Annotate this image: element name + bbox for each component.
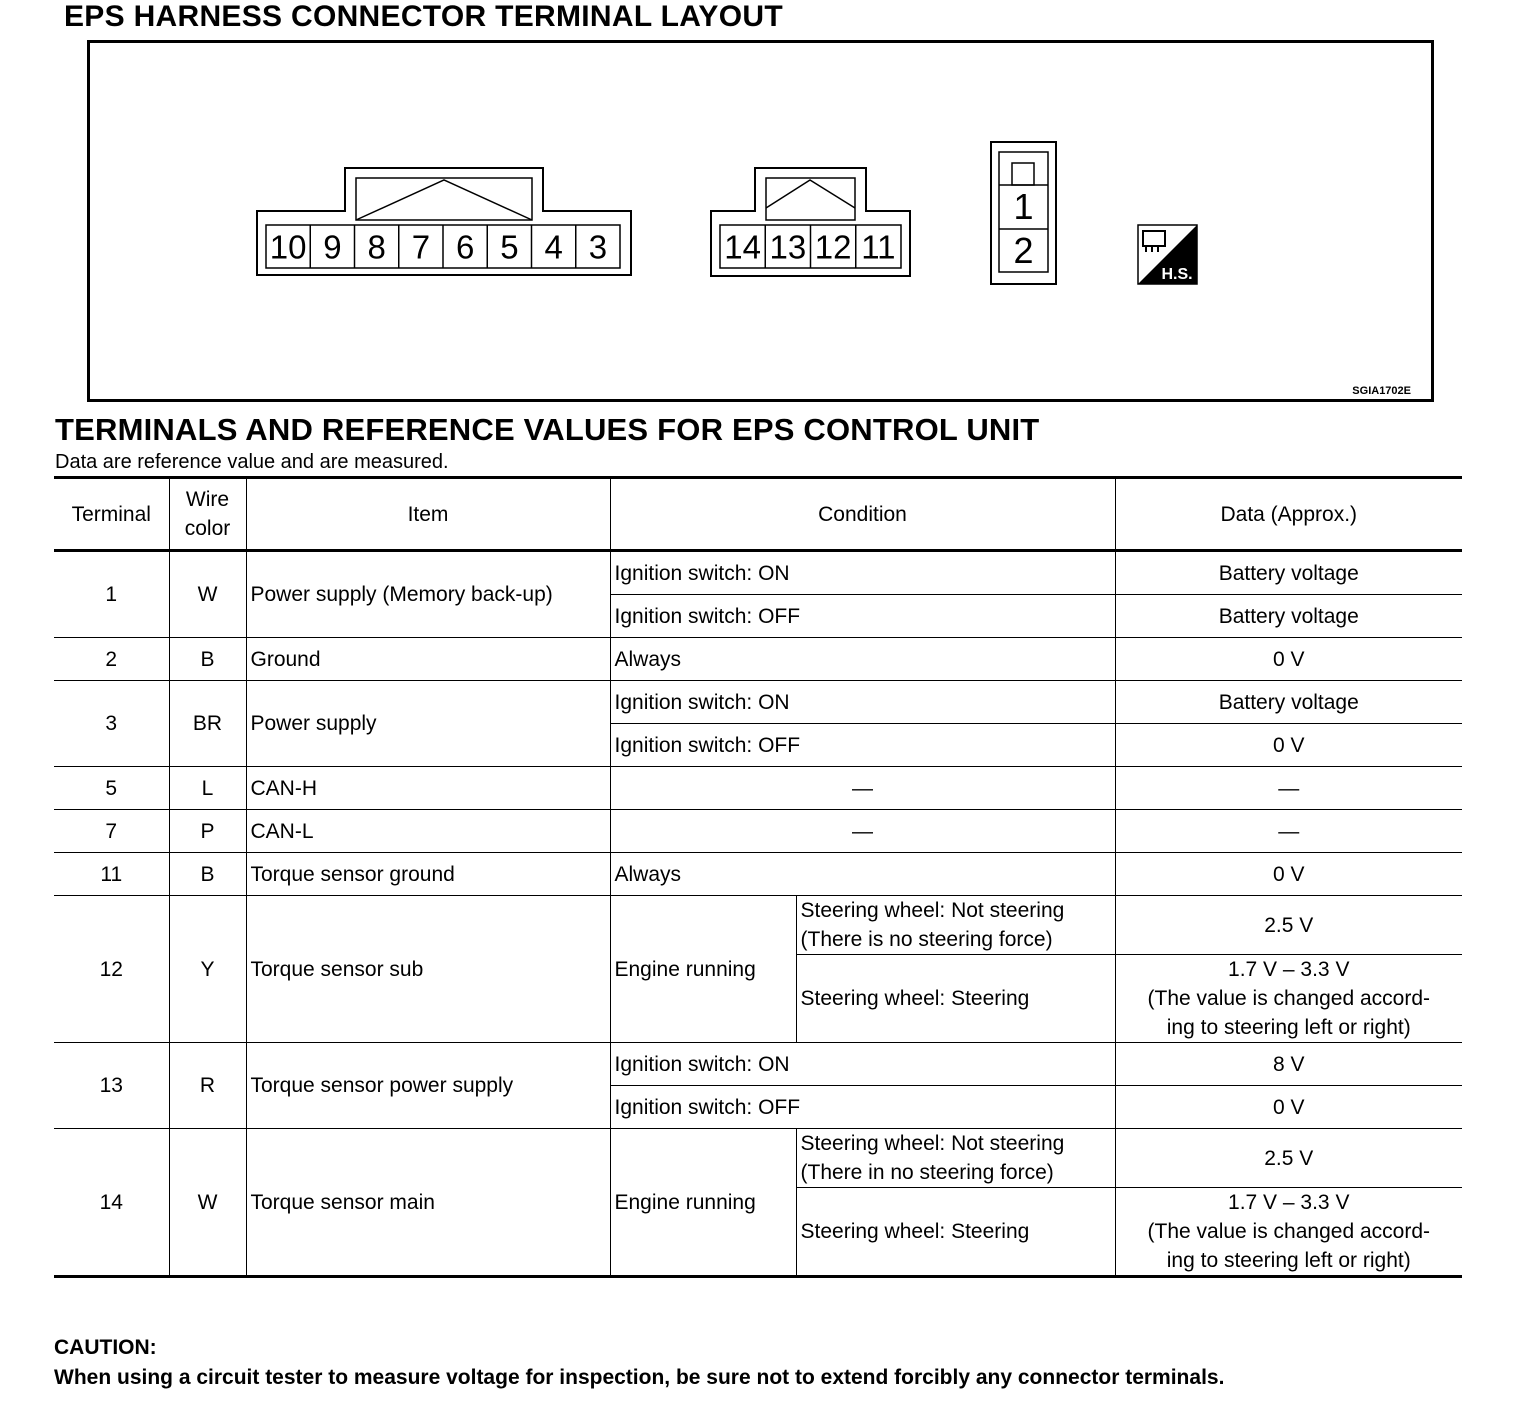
- data-cell: 0 V: [1115, 853, 1462, 896]
- header-data: Data (Approx.): [1115, 478, 1462, 551]
- table-header-row: [54, 478, 1462, 551]
- pin-label: 4: [544, 228, 563, 266]
- pin-label: 1: [1013, 186, 1034, 227]
- caution-text: When using a circuit tester to measure voltage for inspection, be sure not to extend forcibly any connector terminals.: [54, 1366, 1225, 1389]
- diagram-code: SGIA1702E: [1352, 385, 1411, 397]
- table-row: [54, 767, 1462, 810]
- condition-cell: Always: [610, 638, 1115, 681]
- condition-cell: Engine running: [610, 896, 796, 1043]
- wire-color-cell: B: [169, 638, 246, 681]
- pin-label: 8: [367, 228, 386, 266]
- terminal-cell: 1: [54, 551, 169, 638]
- pin-label: 11: [861, 228, 896, 266]
- item-cell: Torque sensor sub: [246, 896, 610, 1043]
- data-cell: 0 V: [1115, 638, 1462, 681]
- item-cell: CAN-H: [246, 767, 610, 810]
- pin-label: 10: [269, 228, 307, 266]
- pin-label: 3: [588, 228, 608, 266]
- condition-cell: Ignition switch: ON: [610, 1043, 1115, 1086]
- data-cell: 8 V: [1115, 1043, 1462, 1086]
- condition-cell: Ignition switch: OFF: [610, 724, 1115, 767]
- table-row: [54, 1043, 1462, 1086]
- header-wire-color: Wire color: [169, 478, 246, 551]
- connector-a-housing: [257, 168, 631, 275]
- condition-cell: Ignition switch: OFF: [610, 1086, 1115, 1129]
- condition-cell: —: [610, 810, 1115, 853]
- condition-cell: —: [610, 767, 1115, 810]
- caution-block: [54, 1333, 1224, 1393]
- table-row: [54, 853, 1462, 896]
- header-terminal: Terminal: [54, 478, 169, 551]
- pin-label: 5: [500, 228, 519, 266]
- terminal-cell: 5: [54, 767, 169, 810]
- data-cell: Battery voltage: [1115, 681, 1462, 724]
- connector-a-lock: [356, 178, 532, 220]
- connector-drawings: [90, 43, 1431, 399]
- condition-cell: Ignition switch: ON: [610, 681, 1115, 724]
- item-cell: Torque sensor ground: [246, 853, 610, 896]
- connector-c-lock: [1012, 163, 1034, 185]
- data-cell: —: [1115, 767, 1462, 810]
- table-row: [54, 810, 1462, 853]
- item-cell: Torque sensor main: [246, 1129, 610, 1277]
- caution-title: CAUTION:: [54, 1336, 157, 1359]
- data-cell: Battery voltage: [1115, 595, 1462, 638]
- sub-condition-cell: Steering wheel: Not steering (There is no steering force): [796, 896, 1115, 955]
- wire-color-cell: BR: [169, 681, 246, 767]
- wire-color-cell: L: [169, 767, 246, 810]
- table-note: Data are reference value and are measured.: [55, 451, 449, 473]
- pin-label: 13: [769, 228, 807, 266]
- data-cell: 2.5 V: [1115, 1129, 1462, 1188]
- pin-label: 6: [455, 228, 475, 266]
- connector-diagram: [87, 40, 1434, 402]
- wire-color-cell: W: [169, 1129, 246, 1277]
- item-cell: Power supply: [246, 681, 610, 767]
- sub-condition-cell: Steering wheel: Not steering (There in no steering force): [796, 1129, 1115, 1188]
- terminal-cell: 11: [54, 853, 169, 896]
- table-row: [54, 681, 1462, 724]
- condition-cell: Engine running: [610, 1129, 796, 1277]
- item-cell: Ground: [246, 638, 610, 681]
- wire-color-cell: W: [169, 551, 246, 638]
- condition-cell: Ignition switch: ON: [610, 551, 1115, 595]
- table-row: [54, 896, 1462, 955]
- pin-label: 2: [1013, 230, 1034, 271]
- data-cell: Battery voltage: [1115, 551, 1462, 595]
- terminal-cell: 2: [54, 638, 169, 681]
- data-cell: 1.7 V – 3.3 V (The value is changed accord- ing to steering left or right): [1115, 955, 1462, 1043]
- wire-color-cell: B: [169, 853, 246, 896]
- layout-title: EPS HARNESS CONNECTOR TERMINAL LAYOUT: [64, 0, 783, 33]
- data-cell: 2.5 V: [1115, 896, 1462, 955]
- wire-color-cell: Y: [169, 896, 246, 1043]
- condition-cell: Ignition switch: OFF: [610, 595, 1115, 638]
- sub-condition-cell: Steering wheel: Steering: [796, 955, 1115, 1043]
- table-row: [54, 551, 1462, 595]
- data-cell: 0 V: [1115, 1086, 1462, 1129]
- hs-badge-icon: [1138, 225, 1197, 284]
- condition-cell: Always: [610, 853, 1115, 896]
- terminal-cell: 12: [54, 896, 169, 1043]
- data-cell: 0 V: [1115, 724, 1462, 767]
- terminal-cell: 14: [54, 1129, 169, 1277]
- terminal-cell: 3: [54, 681, 169, 767]
- item-cell: Torque sensor power supply: [246, 1043, 610, 1129]
- data-cell: 1.7 V – 3.3 V (The value is changed accord- ing to steering left or right): [1115, 1188, 1462, 1277]
- wire-color-cell: P: [169, 810, 246, 853]
- item-cell: CAN-L: [246, 810, 610, 853]
- table-row: [54, 1129, 1462, 1188]
- pin-label: 12: [814, 228, 852, 266]
- terminal-cell: 7: [54, 810, 169, 853]
- table-title: TERMINALS AND REFERENCE VALUES FOR EPS CONTROL UNIT: [55, 412, 1040, 447]
- pin-label: 9: [323, 228, 342, 266]
- reference-values-table: [54, 476, 1462, 1278]
- hs-badge-label: H.S.: [1161, 266, 1193, 283]
- header-item: Item: [246, 478, 610, 551]
- terminal-cell: 13: [54, 1043, 169, 1129]
- data-cell: —: [1115, 810, 1462, 853]
- table-row: [54, 638, 1462, 681]
- pin-label: 7: [411, 228, 431, 266]
- header-condition: Condition: [610, 478, 1115, 551]
- pin-label: 14: [724, 228, 761, 266]
- wire-color-cell: R: [169, 1043, 246, 1129]
- item-cell: Power supply (Memory back-up): [246, 551, 610, 638]
- sub-condition-cell: Steering wheel: Steering: [796, 1188, 1115, 1277]
